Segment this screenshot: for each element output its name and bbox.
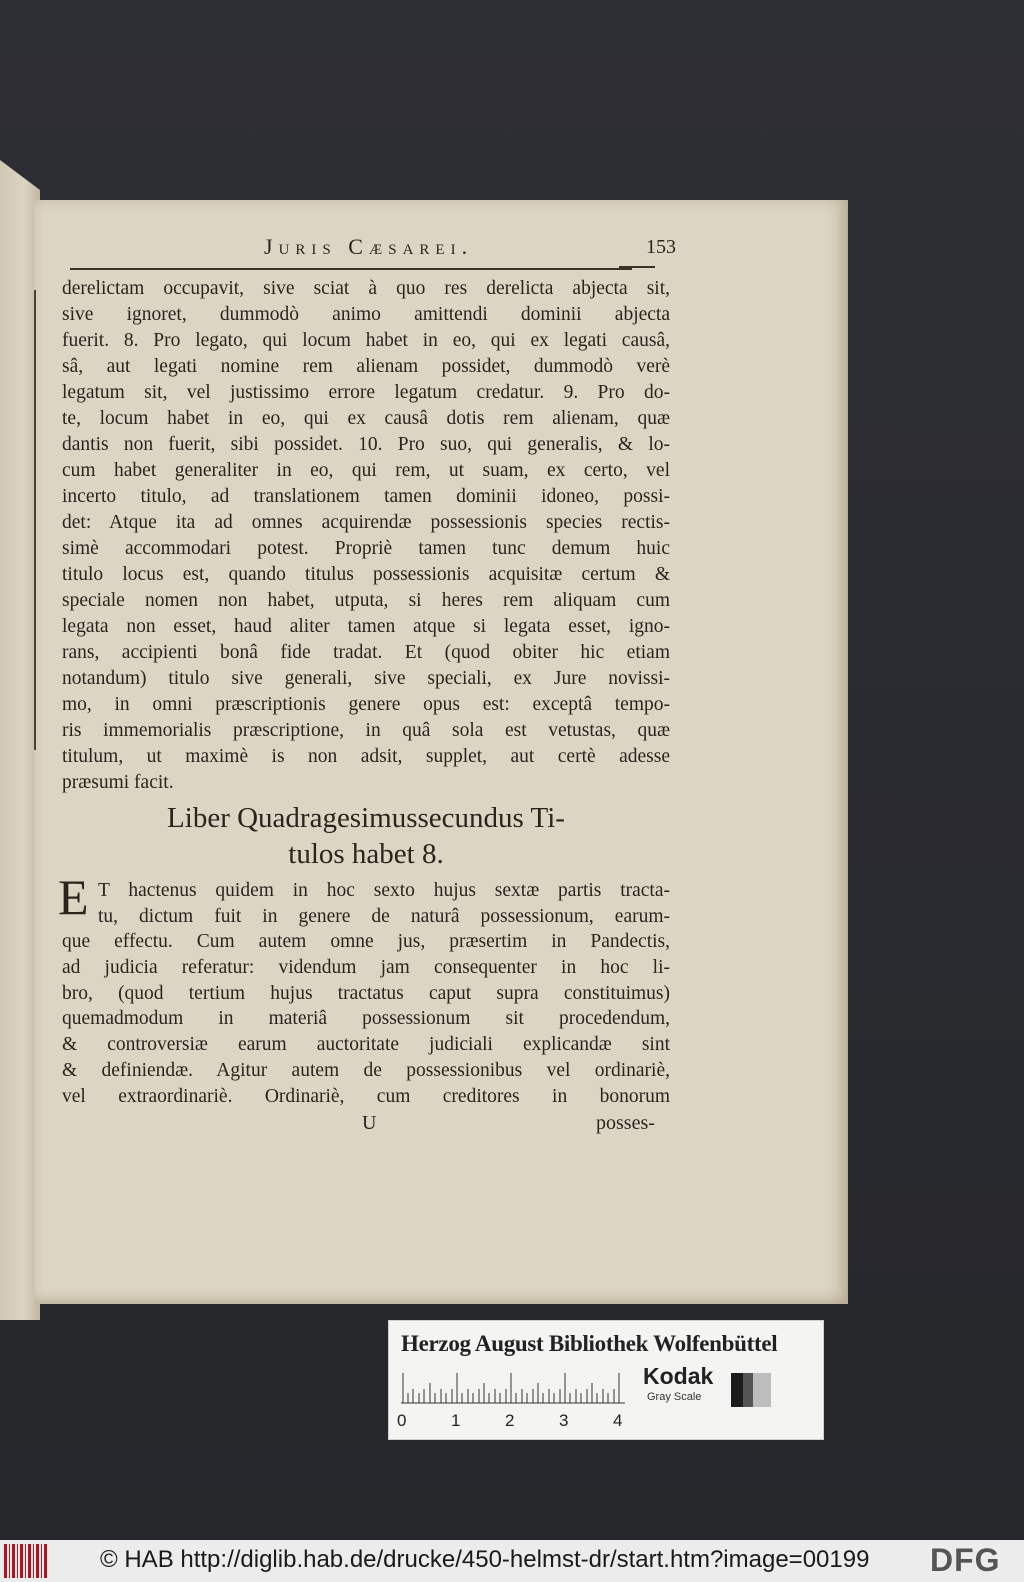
- text-line: vel extraordinariè. Ordinariè, cum creditores in bonorum: [62, 1085, 670, 1107]
- footer-bar: [0, 1540, 1024, 1582]
- library-name: Herzog August Bibliothek Wolfenbüttel: [401, 1331, 778, 1356]
- text-line: T hactenus quidem in hoc sexto hujus sextæ partis tracta-: [98, 880, 670, 901]
- text-line: titulo locus est, quando titulus possessionis acquisitæ certum &: [62, 564, 670, 585]
- kodak-logo: Kodak: [643, 1363, 714, 1389]
- ruler-scale: [399, 1369, 629, 1407]
- margin-rule: [34, 290, 36, 750]
- text-line: & controversiæ earum auctoritate judiciali explicandæ sint: [62, 1034, 670, 1056]
- text-line: ad judicia referatur: videndum jam consequenter in hoc li-: [62, 957, 670, 979]
- text-line: titulum, ut maximè is non adsit, supplet, aut certè adesse: [62, 746, 670, 767]
- book-page: [34, 200, 848, 1304]
- ruler-digit: 1: [451, 1411, 461, 1430]
- text-line: det: Atque ita ad omnes acquirendæ possessionis species rectis-: [62, 512, 670, 533]
- text-line: quemadmodum in materiâ possessionum sit procedendum,: [62, 1008, 670, 1030]
- text-line: que effectu. Cum autem omne jus, præsertim in Pandectis,: [62, 931, 670, 953]
- text-line: & definiendæ. Agitur autem de possessionibus vel ordinariè,: [62, 1059, 670, 1081]
- text-line: cum habet generaliter in eo, qui rem, ut suam, ex certo, vel: [62, 460, 670, 481]
- signature-mark: U: [362, 1112, 377, 1134]
- text-line: sâ, aut legati nomine rem alienam possidet, dummodò verè: [62, 356, 670, 377]
- text-line: simè accommodari potest. Propriè tamen tunc demum huic: [62, 538, 670, 559]
- heading-line: tulos habet 8.: [288, 838, 444, 870]
- text-line: fuerit. 8. Pro legato, qui locum habet in eo, qui ex legati causâ,: [62, 330, 670, 351]
- barcode-icon: [4, 1544, 48, 1578]
- ruler-digit: 0: [397, 1411, 407, 1430]
- library-label-card: [388, 1320, 824, 1440]
- page-number: 153: [646, 236, 676, 258]
- catchword: posses-: [596, 1112, 655, 1134]
- text-line: ris immemorialis præscriptione, in quâ sola est vetustas, quæ: [62, 720, 670, 741]
- body-paragraph: [62, 276, 670, 796]
- text-line: te, locum habet in eo, qui ex causâ dotis rem alienam, quæ: [62, 408, 670, 429]
- ruler-digit: 3: [559, 1411, 569, 1430]
- section-paragraph: [62, 878, 670, 1109]
- ruler-digit: 4: [613, 1411, 623, 1430]
- text-line: derelictam occupavit, sive sciat à quo res derelicta abjecta sit,: [62, 278, 670, 299]
- drop-cap: E: [58, 869, 89, 925]
- gray-scale-caption: Gray Scale: [647, 1391, 702, 1403]
- ruler-digit: 2: [505, 1411, 515, 1430]
- text-line: speciale nomen non habet, utputa, si heres rem aliquam cum: [62, 590, 670, 611]
- gray-swatch: [731, 1373, 771, 1407]
- text-line: rans, accipienti bonâ fide tradat. Et (quod obiter hic etiam: [62, 642, 670, 663]
- heading-line: Liber Quadragesimussecundus Ti-: [167, 802, 565, 834]
- running-title: Juris Cæsarei.: [264, 234, 474, 259]
- text-line: dantis non fuerit, sibi possidet. 10. Pro suo, qui generalis, & lo-: [62, 434, 670, 455]
- text-line: mo, in omni præscriptionis genere opus est: exceptâ tempo-: [62, 694, 670, 715]
- text-line: sive ignoret, dummodò animo amittendi dominii abjecta: [62, 304, 670, 325]
- text-line: tu, dictum fuit in genere de naturâ possessionum, earum-: [98, 905, 670, 927]
- header-rule-short: [619, 266, 655, 268]
- copyright-url[interactable]: © HAB http://diglib.hab.de/drucke/450-helmst-dr/start.htm?image=00199: [100, 1546, 870, 1573]
- text-line: legata non esset, haud aliter tamen atque si legata esset, igno-: [62, 616, 670, 637]
- text-line: legatum sit, vel justissimo errore legatum credatur. 9. Pro do-: [62, 382, 670, 403]
- text-line: incerto titulo, ad translationem tamen dominii idoneo, possi-: [62, 486, 670, 507]
- section-heading: [62, 800, 670, 872]
- text-line: præsumi facit.: [62, 772, 174, 793]
- text-line: notandum) titulo sive generali, sive speciali, ex Jure novissi-: [62, 668, 670, 689]
- dfg-logo: DFG: [930, 1542, 1001, 1578]
- text-line: bro, (quod tertium hujus tractatus caput supra constituimus): [62, 982, 670, 1004]
- header-rule: [70, 268, 632, 270]
- running-head: [34, 228, 846, 268]
